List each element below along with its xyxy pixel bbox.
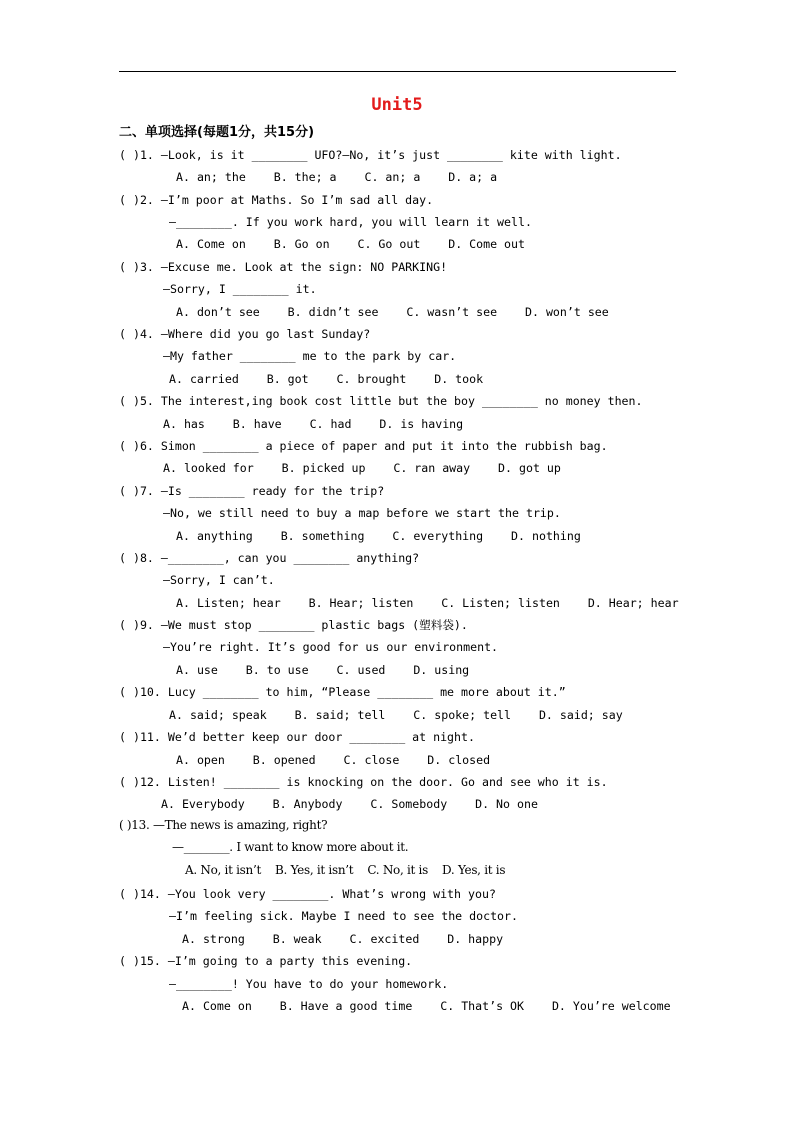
question-line: ( )2. —I’m poor at Maths. So I’m sad all day.: [119, 193, 434, 207]
options-line: A. use B. to use C. used D. using: [176, 663, 470, 677]
question-line: ( )11. We’d better keep our door ________ at night.: [119, 730, 475, 744]
options-line: A. don’t see B. didn’t see C. wasn’t see D. won’t see: [176, 305, 609, 319]
question-line: ( )5. The interest,ing book cost little but the boy ________ no money then.: [119, 394, 643, 408]
response-line: —________. If you work hard, you will learn it well.: [169, 215, 532, 229]
question-line: ( )7. —Is ________ ready for the trip?: [119, 484, 385, 498]
question-line: ( )1. —Look, is it ________ UFO?—No, it’s just ________ kite with light.: [119, 148, 622, 162]
options-line: A. strong B. weak C. excited D. happy: [182, 932, 504, 946]
section-heading: 二、单项选择(每题1分，共15分): [119, 125, 315, 140]
header-rule: [119, 71, 676, 72]
question-line: ( )10. Lucy ________ to him, “Please ________ me more about it.”: [119, 685, 566, 699]
response-line: —________! You have to do your homework.: [169, 977, 449, 991]
response-line: —________. I want to know more about it.: [172, 840, 409, 854]
options-line: A. Everybody B. Anybody C. Somebody D. No one: [161, 797, 538, 811]
page-title: Unit5: [371, 95, 423, 115]
response-line: —My father ________ me to the park by car.: [163, 349, 457, 363]
options-line: A. Listen; hear B. Hear; listen C. Listen; listen D. Hear; hear: [176, 596, 679, 610]
response-line: —Sorry, I can’t.: [163, 573, 275, 587]
question-line: ( )9. —We must stop ________ plastic bags (塑料袋).: [119, 618, 468, 632]
options-line: A. anything B. something C. everything D. nothing: [176, 529, 581, 543]
options-line: A. said; speak B. said; tell C. spoke; tell D. said; say: [169, 708, 623, 722]
response-line: —I’m feeling sick. Maybe I need to see the doctor.: [169, 909, 519, 923]
question-line: ( )3. —Excuse me. Look at the sign: NO PARKING!: [119, 260, 448, 274]
response-line: —You’re right. It’s good for us our environment.: [163, 640, 499, 654]
options-line: A. an; the B. the; a C. an; a D. a; a: [176, 170, 498, 184]
question-line: ( )8. —________, can you ________ anything?: [119, 551, 420, 565]
options-line: A. Come on B. Go on C. Go out D. Come out: [176, 237, 526, 251]
options-line: A. looked for B. picked up C. ran away D. got up: [163, 461, 561, 475]
question-line: ( )4. —Where did you go last Sunday?: [119, 327, 371, 341]
question-line: ( )14. —You look very ________. What’s wrong with you?: [119, 887, 496, 901]
options-line: A. No, it isn’t B. Yes, it isn’t C. No, it is D. Yes, it is: [185, 863, 506, 877]
question-line: ( )15. —I’m going to a party this evening.: [119, 954, 413, 968]
options-line: A. has B. have C. had D. is having: [163, 417, 464, 431]
question-line: ( )12. Listen! ________ is knocking on the door. Go and see who it is.: [119, 775, 608, 789]
options-line: A. Come on B. Have a good time C. That’s OK D. You’re welcome: [182, 999, 671, 1013]
options-line: A. carried B. got C. brought D. took: [169, 372, 484, 386]
response-line: —Sorry, I ________ it.: [163, 282, 317, 296]
question-line: ( )6. Simon ________ a piece of paper and put it into the rubbish bag.: [119, 439, 608, 453]
question-line: ( )13. —The news is amazing, right?: [119, 818, 328, 832]
options-line: A. open B. opened C. close D. closed: [176, 753, 491, 767]
response-line: —No, we still need to buy a map before we start the trip.: [163, 506, 561, 520]
